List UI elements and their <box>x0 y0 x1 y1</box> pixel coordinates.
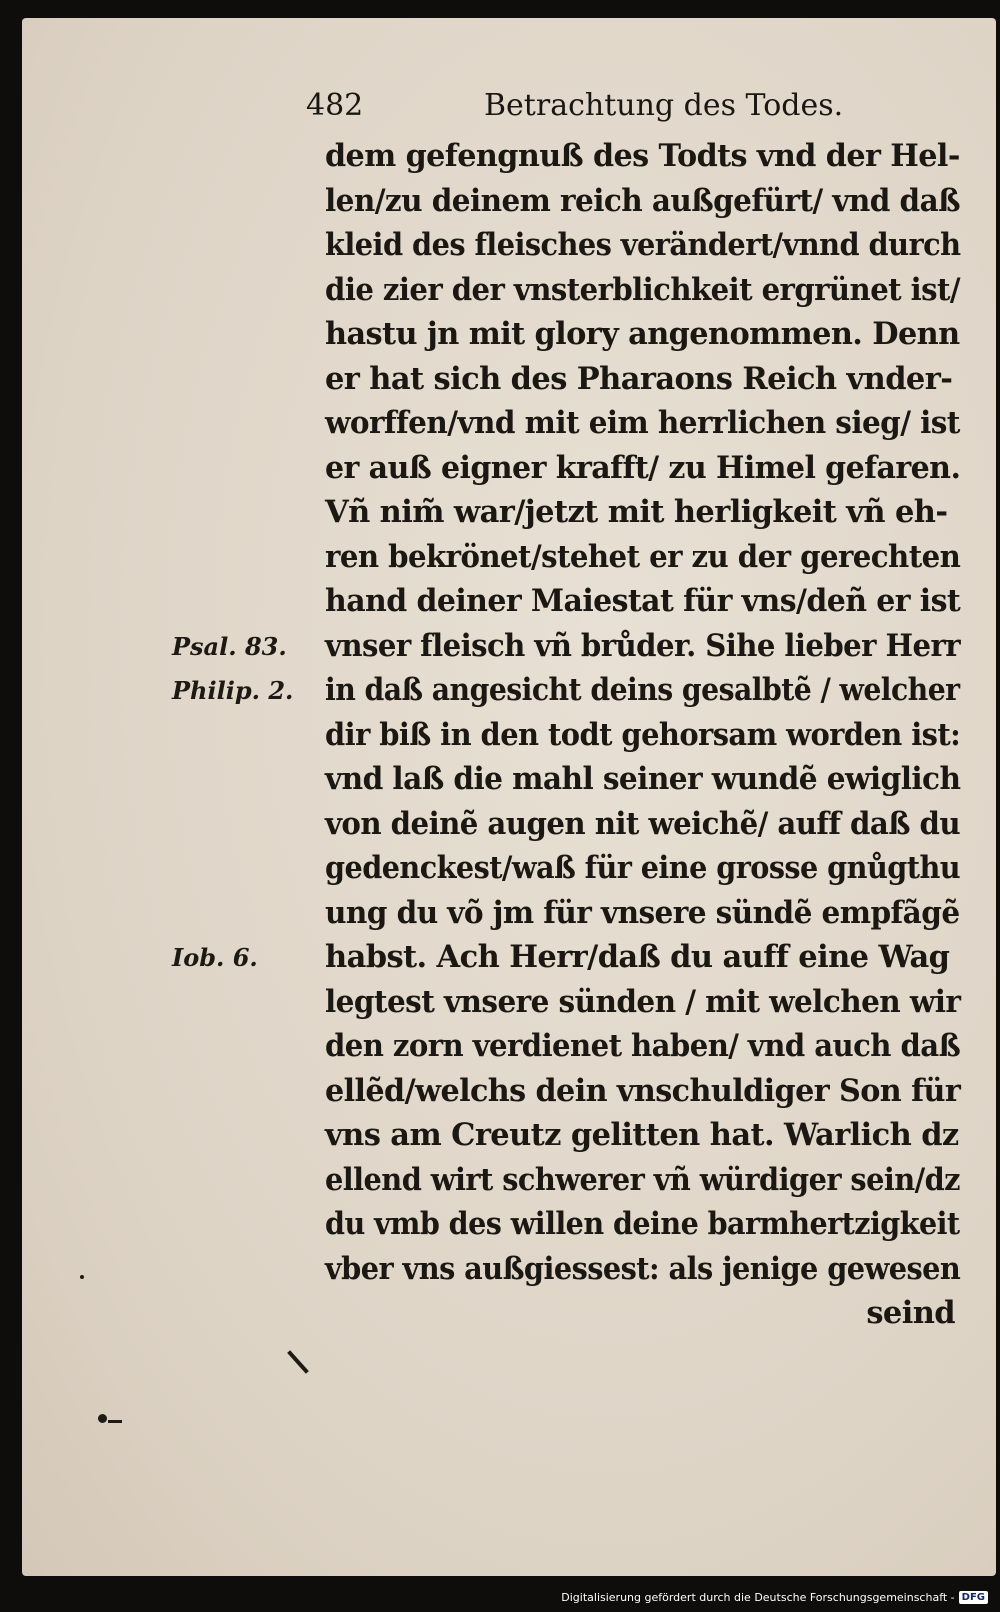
text-line: hastu jn mit glory angenommen. Denn <box>325 316 960 352</box>
text-line: er hat sich des Pharaons Reich vnder- <box>325 360 953 397</box>
ink-mark <box>98 1414 107 1423</box>
running-title: Betrachtung des Todes. <box>484 88 844 123</box>
text-line: in daß angesicht deins gesalbtẽ / welcher <box>325 672 960 708</box>
dfg-logo: DFG <box>959 1591 988 1604</box>
text-line: vns am Creutz gelitten hat. Warlich dz <box>325 1117 959 1153</box>
text-line: dem gefengnuß des Todts vnd der Hel- <box>325 138 960 174</box>
text-line: die zier der vnsterblichkeit ergrünet ist/ <box>325 271 960 308</box>
body-text <box>325 134 985 1336</box>
margin-note: Iob. 6. <box>172 943 258 972</box>
text-line: vnser fleisch vñ brůder. Sihe lieber Herr <box>325 627 961 664</box>
footer-credit <box>561 1587 988 1607</box>
text-line: hand deiner Maiestat für vns/deñ er ist <box>325 583 961 619</box>
page-number: 482 <box>306 88 364 123</box>
text-line: len/zu deinem reich außgefürt/ vnd daß <box>325 182 961 219</box>
margin-note: Philip. 2. <box>172 676 294 705</box>
text-line: du vmb des willen deine barmhertzigkeit <box>325 1206 960 1242</box>
running-head <box>306 88 846 128</box>
text-line: vber vns außgiessest: als jenige gewesen <box>325 1250 961 1287</box>
text-line: er auß eigner krafft/ zu Himel gefaren. <box>325 449 961 486</box>
text-line: ellend wirt schwerer vñ würdiger sein/dz <box>325 1161 960 1198</box>
text-line: habst. Ach Herr/daß du auff eine Wag <box>325 939 950 975</box>
text-line: dir biß in den todt gehorsam worden ist: <box>325 716 961 753</box>
text-line: Vñ nim̃ war/jetzt mit herligkeit vñ eh- <box>325 494 948 530</box>
text-line: ellẽd/welchs dein vnschuldiger Son für <box>325 1072 961 1109</box>
text-line: gedenckest/waß für eine grosse gnůgthu <box>325 850 961 886</box>
ink-mark <box>80 1275 84 1279</box>
text-line: kleid des fleisches verändert/vnnd durch <box>325 227 961 263</box>
text-line: ren bekrönet/stehet er zu der gerechten <box>325 538 961 575</box>
text-line: worffen/vnd mit eim herrlichen sieg/ ist <box>325 405 960 441</box>
text-line: ung du võ jm für vnsere sündẽ empfãgẽ <box>325 894 960 931</box>
text-line: legtest vnsere sünden / mit welchen wir <box>325 983 961 1020</box>
text-line: von deinẽ augen nit weichẽ/ auff daß du <box>325 805 961 842</box>
text-line: den zorn verdienet haben/ vnd auch daß <box>325 1028 961 1064</box>
footer-credit-text: Digitalisierung gefördert durch die Deutsche Forschungsgemeinschaft - <box>561 1590 955 1604</box>
text-line: vnd laß die mahl seiner wundẽ ewiglich <box>325 761 961 797</box>
margin-note: Psal. 83. <box>172 631 287 661</box>
ink-mark <box>108 1420 122 1423</box>
catchword: seind <box>866 1295 955 1331</box>
